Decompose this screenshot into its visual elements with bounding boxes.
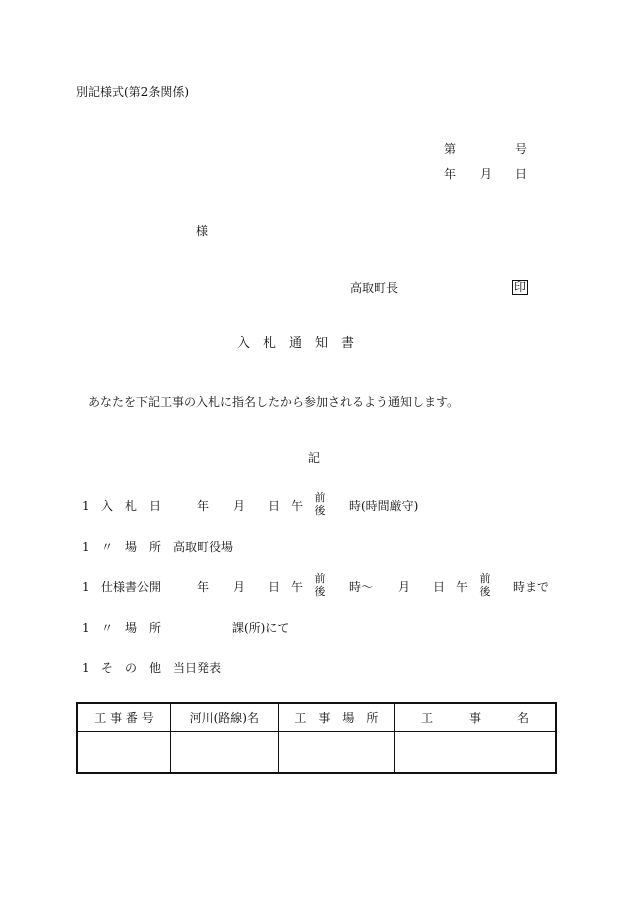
am-pm-stack (313, 491, 327, 517)
body-text: あなたを下記工事の入札に指名したから参加されるよう通知します。 (88, 395, 460, 409)
addressee-suffix: 様 (196, 224, 209, 238)
day-text: 日 (268, 499, 281, 513)
table-header-row (77, 703, 556, 732)
date-month: 月 (480, 167, 493, 181)
item-value: 課(所)にて (232, 621, 290, 635)
time-text: 時(時間厳守) (349, 499, 419, 513)
works-table (76, 702, 557, 774)
year-text: 年 (197, 499, 210, 513)
number-suffix: 号 (515, 142, 528, 156)
date-year: 年 (444, 167, 457, 181)
noon-text: 午 (456, 580, 469, 594)
am-text: 前 (314, 491, 326, 504)
am-pm-stack (313, 572, 327, 598)
item-value: 当日発表 (173, 661, 222, 675)
cell-work-number (77, 732, 171, 774)
day-text: 日 (433, 580, 446, 594)
month-text: 月 (233, 499, 246, 513)
header-work-number: 工 事 番 号 (77, 703, 171, 732)
item-label: 入 札 日 (101, 499, 162, 513)
item-number: 1 (82, 499, 90, 513)
ki-heading: 記 (308, 451, 321, 465)
item-value: 高取町役場 (173, 540, 234, 554)
item-number: 1 (82, 540, 90, 554)
noon-text: 午 (291, 499, 304, 513)
number-prefix: 第 (444, 142, 457, 156)
issuer-title: 高取町長 (350, 281, 399, 295)
time-until-text: 時まで (513, 580, 550, 594)
cell-river-route-name (171, 732, 279, 774)
item-label: そ の 他 (101, 661, 162, 675)
pm-text: 後 (314, 585, 326, 598)
item-number: 1 (82, 661, 90, 675)
header-work-name: 工 事 名 (395, 703, 556, 732)
cell-work-location (278, 732, 395, 774)
pm-text: 後 (479, 585, 491, 598)
pm-text: 後 (314, 504, 326, 517)
header-river-route-name: 河川(路線)名 (171, 703, 279, 732)
item-number: 1 (82, 580, 90, 594)
seal-mark: 印 (514, 280, 527, 294)
item-label: 〃 場 所 (101, 540, 162, 554)
am-pm-stack (478, 572, 492, 598)
item-label: 〃 場 所 (101, 621, 162, 635)
item-label: 仕様書公開 (101, 580, 162, 594)
year-text: 年 (197, 580, 210, 594)
day-text: 日 (268, 580, 281, 594)
am-text: 前 (479, 572, 491, 585)
noon-text: 午 (291, 580, 304, 594)
date-day: 日 (515, 167, 528, 181)
header-work-location: 工 事 場 所 (278, 703, 395, 732)
table-row (77, 732, 556, 774)
cell-work-name (395, 732, 556, 774)
month-text: 月 (233, 580, 246, 594)
document-title: 入 札 通 知 書 (237, 336, 355, 351)
item-number: 1 (82, 621, 90, 635)
am-text: 前 (314, 572, 326, 585)
form-label: 別記様式(第2条関係) (76, 85, 189, 99)
month-text: 月 (398, 580, 411, 594)
time-from-text: 時〜 (349, 580, 374, 594)
